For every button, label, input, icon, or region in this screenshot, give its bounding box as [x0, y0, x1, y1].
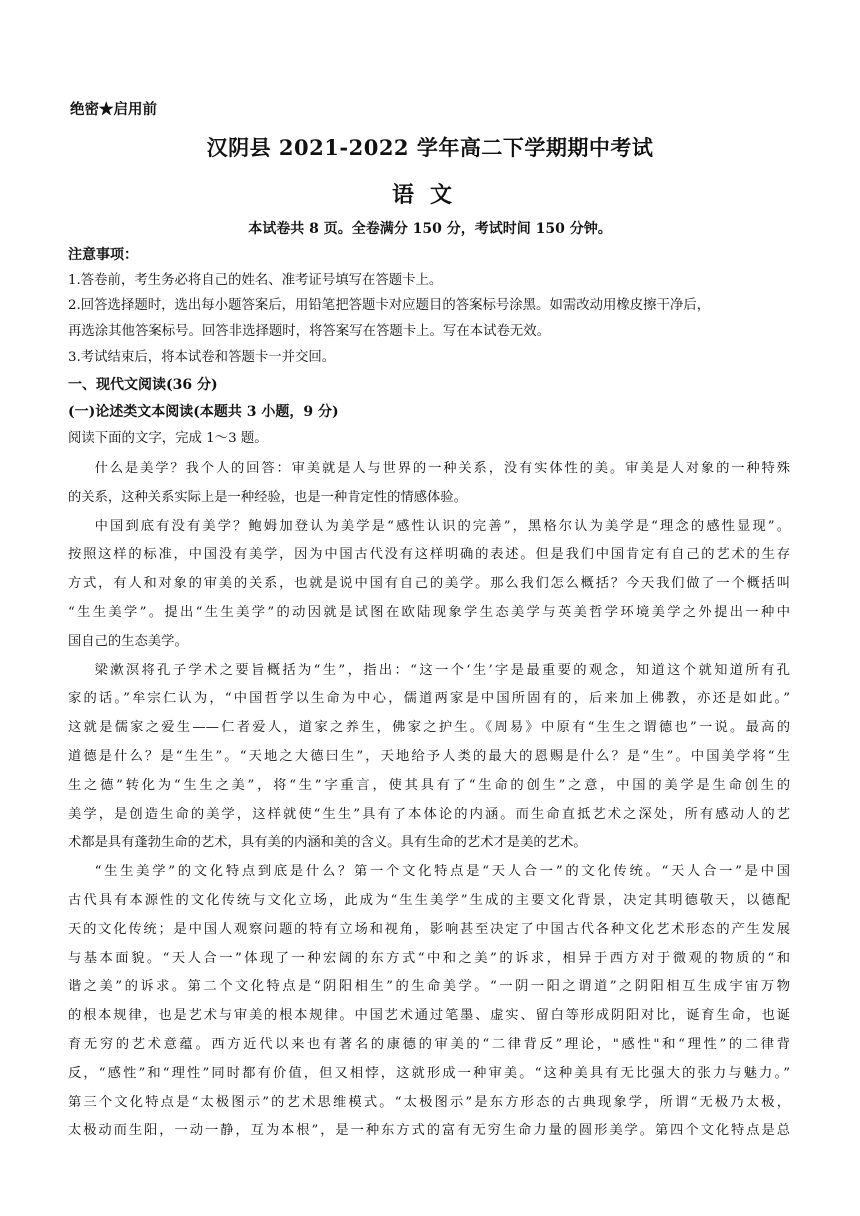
passage-line: 美学，是创造生命的美学，这样就使“生生”具有了本体论的内涵。而生命直抵艺术之深处，所有感动人的艺 [68, 806, 790, 822]
passage-line: 太极动而生阳，一动一静，互为本根”，是一种东方式的富有无穷生命力量的圆形美学。第四个文化特点是总 [68, 1123, 790, 1139]
passage-line: “生生美学”。提出“生生美学”的动因就是试图在欧陆现象学生态美学与英美哲学环境美学之外提出一种中 [68, 604, 790, 620]
notice-item: 3.考试结束后，将本试卷和答题卡一并交回。 [68, 350, 336, 365]
exam-info: 本试卷共 8 页。全卷满分 150 分，考试时间 150 分钟。 [248, 221, 612, 237]
passage-line: 育无穷的艺术意蕴。西方近代以来也有著名的康德的审美的“二律背反”理论，"感性"和“理性”的二律背 [68, 1036, 790, 1052]
passage-line: 家的话。”牟宗仁认为，“中国哲学以生命为中心，儒道两家是中国所固有的，后来加上佛教，亦还是如此。” [68, 691, 790, 707]
passage-line: 方式，有人和对象的审美的关系，也就是说中国有自己的美学。那么我们怎么概括？今天我们做了一个概括叫 [68, 576, 790, 592]
notice-heading: 注意事项： [68, 247, 138, 263]
passage-line: 的根本规律，也是艺术与审美的根本规律。中国艺术通过笔墨、虚实、留白等形成阴阳对比，诞育生命，也诞 [68, 1008, 790, 1024]
passage-line: 梁漱溟将孔子学术之要旨概括为“生”，指出：“这一个‘生’字是最重要的观念，知道这个就知道所有孔 [94, 662, 790, 678]
passage-line: 的关系，这种关系实际上是一种经验，也是一种肯定性的情感体验。 [68, 489, 467, 505]
passage-line: 谐之美”的诉求。第二个文化特点是“阴阳相生”的生命美学。“一阴一阳之谓道”之阴阳相互生成宇宙万物 [68, 979, 790, 995]
reading-passage [68, 455, 790, 1146]
notice-item: 1.答卷前，考生务必将自己的姓名、准考证号填写在答题卡上。 [68, 273, 443, 288]
passage-line: 与基本面貌。“天人合一”体现了一种宏阔的东方式“中和之美”的诉求，相异于西方对于微观的物质的“和 [68, 950, 790, 966]
passage-line: 这就是儒家之爱生——仁者爱人，道家之养生，佛家之护生。《周易》中原有“生生之谓德也”一说。最高的 [68, 720, 790, 736]
section-heading: 一、现代文阅读(36 分) [68, 377, 218, 393]
passage-line: 第三个文化特点是“太极图示”的艺术思维模式。“太极图示”是东方形态的古典现象学，所谓“无极乃太极， [68, 1094, 790, 1110]
secret-mark: 绝密★启用前 [70, 101, 157, 118]
passage-line: 中国到底有没有美学？鲍姆加登认为美学是“感性认识的完善”，黑格尔认为美学是“理念的感性显现”。 [94, 518, 790, 534]
passage-line: 国自己的生态美学。 [68, 633, 188, 649]
passage-line: “生生美学”的文化特点到底是什么？第一个文化特点是“天人合一”的文化传统。“天人合一”是中国 [94, 864, 790, 880]
passage-line: 道德是什么？是“生生”。“天地之大德曰生”，天地给予人类的最大的恩赐是什么？是“生”。中国美学将“生 [68, 748, 790, 764]
subject-title: 语文 [391, 182, 468, 208]
passage-line: 术都是具有蓬勃生命的艺术，具有美的内涵和美的含义。具有生命的艺术才是美的艺术。 [68, 835, 587, 851]
section-subheading: (一)论述类文本阅读(本题共 3 小题，9 分) [68, 404, 339, 420]
reading-instruction: 阅读下面的文字，完成 1～3 题。 [68, 431, 268, 446]
exam-title: 汉阴县 2021-2022 学年高二下学期期中考试 [206, 135, 654, 160]
notice-item: 再选涂其他答案标号。回答非选择题时，将答案写在答题卡上。写在本试卷无效。 [68, 324, 551, 339]
passage-line: 天的文化传统；是中国人观察问题的特有立场和视角，影响甚至决定了中国古代各种文化艺术形态的产生发展 [68, 921, 790, 937]
passage-line: 反，“感性”和“理性”同时都有价值，但又相悖，这就形成一种审美。“这种美具有无比强大的张力与魅力。” [68, 1065, 790, 1081]
passage-line: 古代具有本源性的文化传统与文化立场，此成为“生生美学”生成的主要文化背景，决定其明德敬天，以德配 [68, 892, 790, 908]
passage-line: 生之德”转化为“生生之美”，将“生”字重言，使其具有了“生命的创生”之意，中国的美学是生命创生的 [68, 777, 790, 793]
passage-line: 什么是美学？我个人的回答：审美就是人与世界的一种关系，没有实体性的美。审美是人对象的一种特殊 [94, 461, 790, 476]
passage-line: 按照这样的标准，中国没有美学，因为中国古代没有这样明确的表述。但是我们中国肯定有自己的艺术的生存 [68, 547, 790, 563]
notice-item: 2.回答选择题时，选出每小题答案后，用铅笔把答题卡对应题目的答案标号涂黑。如需改动用橡皮擦干净后， [68, 298, 711, 313]
